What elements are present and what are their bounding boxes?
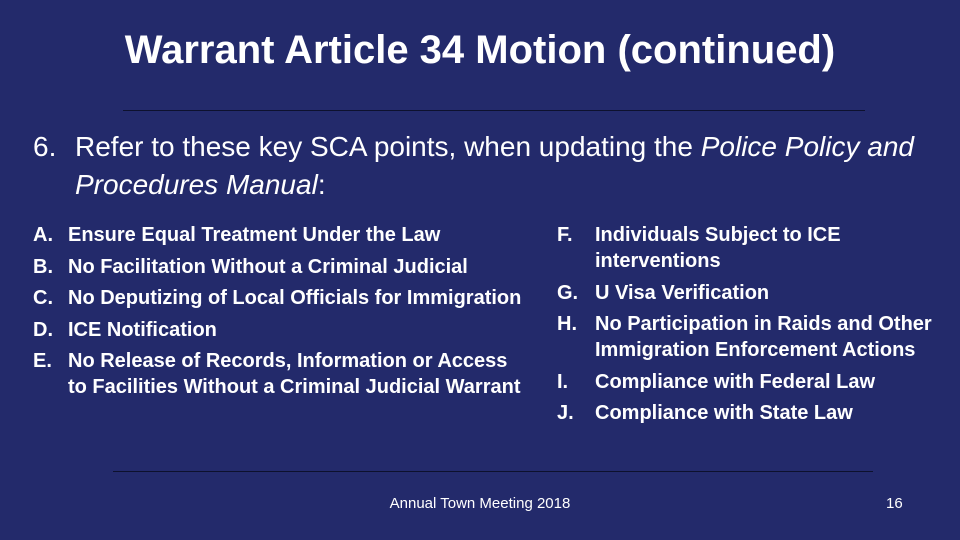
left-point-list — [33, 222, 523, 406]
intro-paragraph — [33, 128, 933, 204]
list-item-text: No Facilitation Without a Criminal Judicial — [68, 255, 468, 278]
footer-divider — [113, 471, 873, 472]
list-item — [557, 311, 937, 363]
manual-title: Police Policy and Procedures Manual — [75, 131, 914, 200]
list-item-text: U Visa Verification — [595, 281, 770, 304]
list-item-text: Compliance with State Law — [595, 402, 853, 424]
list-item-text: No Participation in Raids and Other Immigration Enforcement Actions — [595, 313, 932, 361]
list-item-letter: E. — [33, 350, 52, 372]
list-item-letter: I. — [557, 370, 569, 393]
list-item — [557, 280, 937, 306]
list-item-letter: C. — [33, 287, 53, 309]
list-item — [33, 348, 523, 400]
page-number: 16 — [886, 495, 903, 512]
slide-title: Warrant Article 34 Motion (continued) — [124, 28, 836, 72]
list-item-text: No Deputizing of Local Officials for Immigration — [68, 287, 522, 309]
footer-text: Annual Town Meeting 2018 — [389, 495, 571, 512]
list-item — [33, 317, 523, 343]
list-item — [557, 369, 937, 395]
list-item-letter: J. — [557, 402, 574, 424]
list-item-text: ICE Notification — [68, 318, 217, 341]
list-item-letter: G. — [557, 281, 579, 304]
list-item — [557, 400, 937, 426]
title-divider — [123, 110, 865, 111]
list-item-letter: D. — [33, 318, 53, 341]
list-item-text: Compliance with Federal Law — [595, 370, 876, 393]
intro-body — [75, 128, 933, 204]
list-item-letter: B. — [33, 255, 53, 278]
list-item — [557, 222, 937, 274]
list-item-text: No Release of Records, Information or Access to Facilities Without a Criminal Judicial Warrant — [68, 350, 521, 398]
list-item-letter: A. — [33, 224, 53, 246]
right-point-list — [557, 222, 937, 432]
intro-number: 6. — [33, 131, 57, 162]
list-item — [33, 254, 523, 280]
list-item — [33, 285, 523, 311]
intro-colon: : — [317, 169, 326, 200]
list-item-letter: F. — [557, 224, 573, 246]
intro-text: Refer to these key SCA points, when updating the — [75, 131, 701, 162]
list-item-text: Individuals Subject to ICE interventions — [595, 224, 841, 272]
list-item-text: Ensure Equal Treatment Under the Law — [68, 224, 441, 246]
list-item — [33, 222, 523, 248]
list-item-letter: H. — [557, 313, 577, 335]
